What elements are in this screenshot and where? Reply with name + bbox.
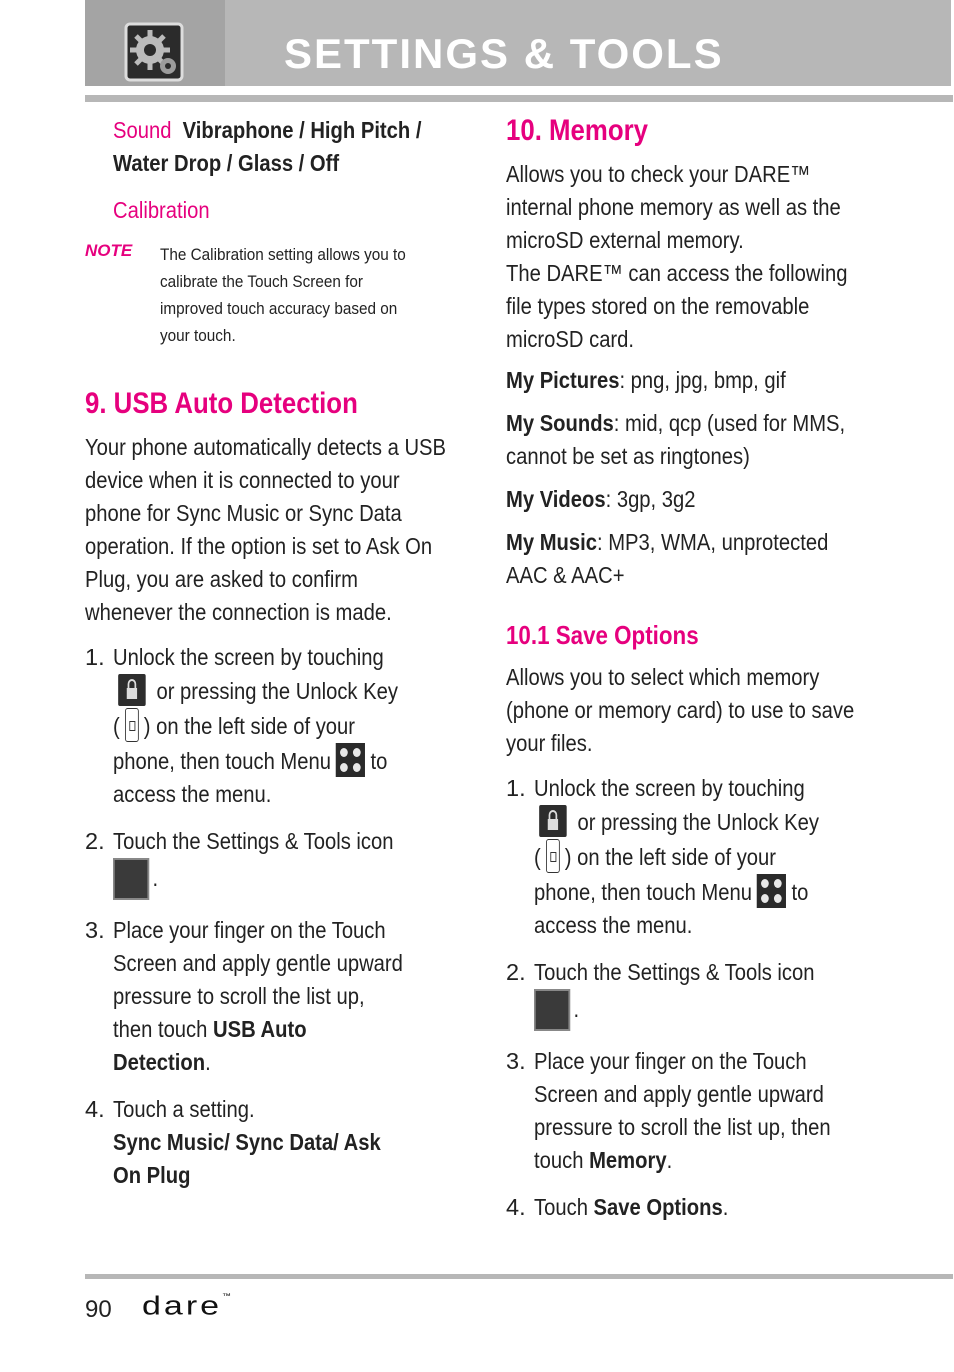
sound-label: Sound — [113, 117, 172, 143]
page-title: SETTINGS & TOOLS — [284, 30, 724, 77]
step-text-f: access the menu. — [534, 912, 693, 938]
step-number: 3. — [85, 917, 105, 943]
step-text-b: or pressing the Unlock Key — [577, 809, 819, 835]
brand-trademark: ™ — [222, 1292, 235, 1300]
usb-step-3 — [85, 914, 455, 1079]
usb-intro: Your phone automatically detects a USB device when it is connected to your phone for Sync Music or Sync Data operation. If the option is set to Ask On Plug, you are asked to confirm whenever the connection is made. — [85, 434, 447, 625]
memory-heading: 10. Memory — [506, 114, 648, 147]
calibration-label: Calibration — [113, 197, 210, 223]
note-label: NOTE — [85, 241, 133, 260]
step-text-paren: ( — [534, 844, 541, 870]
settings-tools-icon — [113, 858, 149, 900]
usb-step-2 — [85, 825, 455, 900]
save-step-3 — [506, 1045, 886, 1177]
step-text-e: to — [370, 748, 388, 774]
step-text-paren: ( — [113, 713, 120, 739]
save-step-2 — [506, 956, 886, 1031]
file-type-pictures — [506, 364, 872, 397]
step-text — [113, 1093, 407, 1192]
usb-step-4 — [85, 1093, 455, 1192]
step-number: 1. — [506, 775, 526, 801]
file-type-sounds — [506, 407, 872, 473]
brand-logo — [142, 1292, 234, 1321]
sound-options-line2: Water Drop / Glass / Off — [113, 150, 340, 176]
save-step-1 — [506, 772, 886, 942]
step-text-e: to — [791, 879, 809, 905]
step-number: 2. — [506, 959, 526, 985]
step-bold: Memory — [589, 1147, 667, 1173]
step-text-d: phone, then touch Menu — [534, 879, 752, 905]
note-text: The Calibration setting allows you to calibrate the Touch Screen for improved touch accuracy based on your touch. — [160, 245, 406, 345]
step-number: 4. — [506, 1194, 526, 1220]
step-bold: Sync Music/ Sync Data/ Ask On Plug — [113, 1129, 381, 1188]
lock-icon — [118, 674, 146, 706]
step-end: . — [205, 1049, 211, 1075]
file-type-music — [506, 526, 872, 592]
file-type-value: : png, jpg, bmp, gif — [619, 367, 786, 393]
step-bold: USB Auto Detection — [113, 1016, 307, 1075]
memory-intro-2: The DARE™ can access the following file types stored on the removable microSD card. — [506, 260, 848, 352]
step-end: . — [666, 1147, 673, 1173]
step-text-b: . — [152, 865, 159, 891]
step-text — [534, 1045, 837, 1177]
file-type-videos — [506, 483, 872, 516]
save-options-heading: 10.1 Save Options — [506, 620, 699, 650]
footer-divider — [85, 1274, 953, 1279]
step-text-a: Place your finger on the Touch Screen and apply gentle upward pressure to scroll the list up, then touch — [113, 917, 403, 1042]
step-text-a: Place your finger on the Touch Screen and apply gentle upward pressure to scroll the list up, then touch — [534, 1048, 831, 1173]
usb-step-1 — [85, 641, 455, 811]
step-text-a: Unlock the screen by touching — [534, 775, 805, 801]
step-number: 1. — [85, 644, 105, 670]
lock-icon — [539, 805, 567, 837]
step-text — [113, 641, 407, 811]
step-text — [113, 914, 407, 1079]
left-column — [85, 114, 455, 1192]
memory-intro-1: Allows you to check your DARE™ internal phone memory as well as the microSD external memory. — [506, 161, 841, 253]
header-divider — [85, 95, 953, 102]
page-number: 90 — [85, 1296, 112, 1323]
step-text-a: Touch the Settings & Tools icon — [113, 828, 394, 854]
file-type-label: My Pictures — [506, 367, 620, 393]
usb-heading: 9. USB Auto Detection — [85, 387, 358, 420]
file-type-value: : 3gp, 3g2 — [605, 486, 696, 512]
unlock-key-icon — [125, 708, 139, 742]
step-number: 3. — [506, 1048, 526, 1074]
step-number: 2. — [85, 828, 105, 854]
note — [85, 241, 455, 349]
save-options-intro: Allows you to select which memory (phone or memory card) to use to save your files. — [506, 664, 855, 756]
step-text — [113, 825, 407, 900]
brand-name: dare — [142, 1292, 223, 1321]
menu-icon — [336, 743, 365, 777]
step-number: 4. — [85, 1096, 105, 1122]
right-column — [506, 114, 886, 1224]
settings-gear-icon — [124, 22, 184, 82]
step-text-a: Touch a setting. — [113, 1096, 255, 1122]
step-text-d: phone, then touch Menu — [113, 748, 331, 774]
step-text-c: ) on the left side of your — [143, 713, 356, 739]
step-text-c: ) on the left side of your — [564, 844, 777, 870]
step-text-a: Unlock the screen by touching — [113, 644, 384, 670]
step-text-a: Touch — [534, 1194, 588, 1220]
step-end: . — [722, 1194, 729, 1220]
unlock-key-icon — [546, 839, 560, 873]
step-text-f: access the menu. — [113, 781, 272, 807]
settings-tools-icon — [534, 989, 570, 1031]
menu-icon — [757, 874, 786, 908]
step-text — [534, 772, 837, 942]
file-type-label: My Sounds — [506, 410, 614, 436]
save-step-4 — [506, 1191, 886, 1224]
file-type-label: My Music — [506, 529, 597, 555]
step-text — [534, 1191, 837, 1224]
file-type-label: My Videos — [506, 486, 606, 512]
step-text-a: Touch the Settings & Tools icon — [534, 959, 815, 985]
step-text — [534, 956, 837, 1031]
sound-options-line1: Vibraphone / High Pitch / — [182, 117, 422, 143]
file-type-value: : MP3, WMA, unprotected AAC & AAC+ — [506, 529, 829, 588]
sound-options — [113, 114, 444, 180]
step-bold: Save Options — [593, 1194, 723, 1220]
file-type-value: : mid, qcp (used for MMS, cannot be set as ringtones) — [506, 410, 846, 469]
step-text-b: or pressing the Unlock Key — [156, 678, 398, 704]
step-text-b: . — [573, 996, 580, 1022]
